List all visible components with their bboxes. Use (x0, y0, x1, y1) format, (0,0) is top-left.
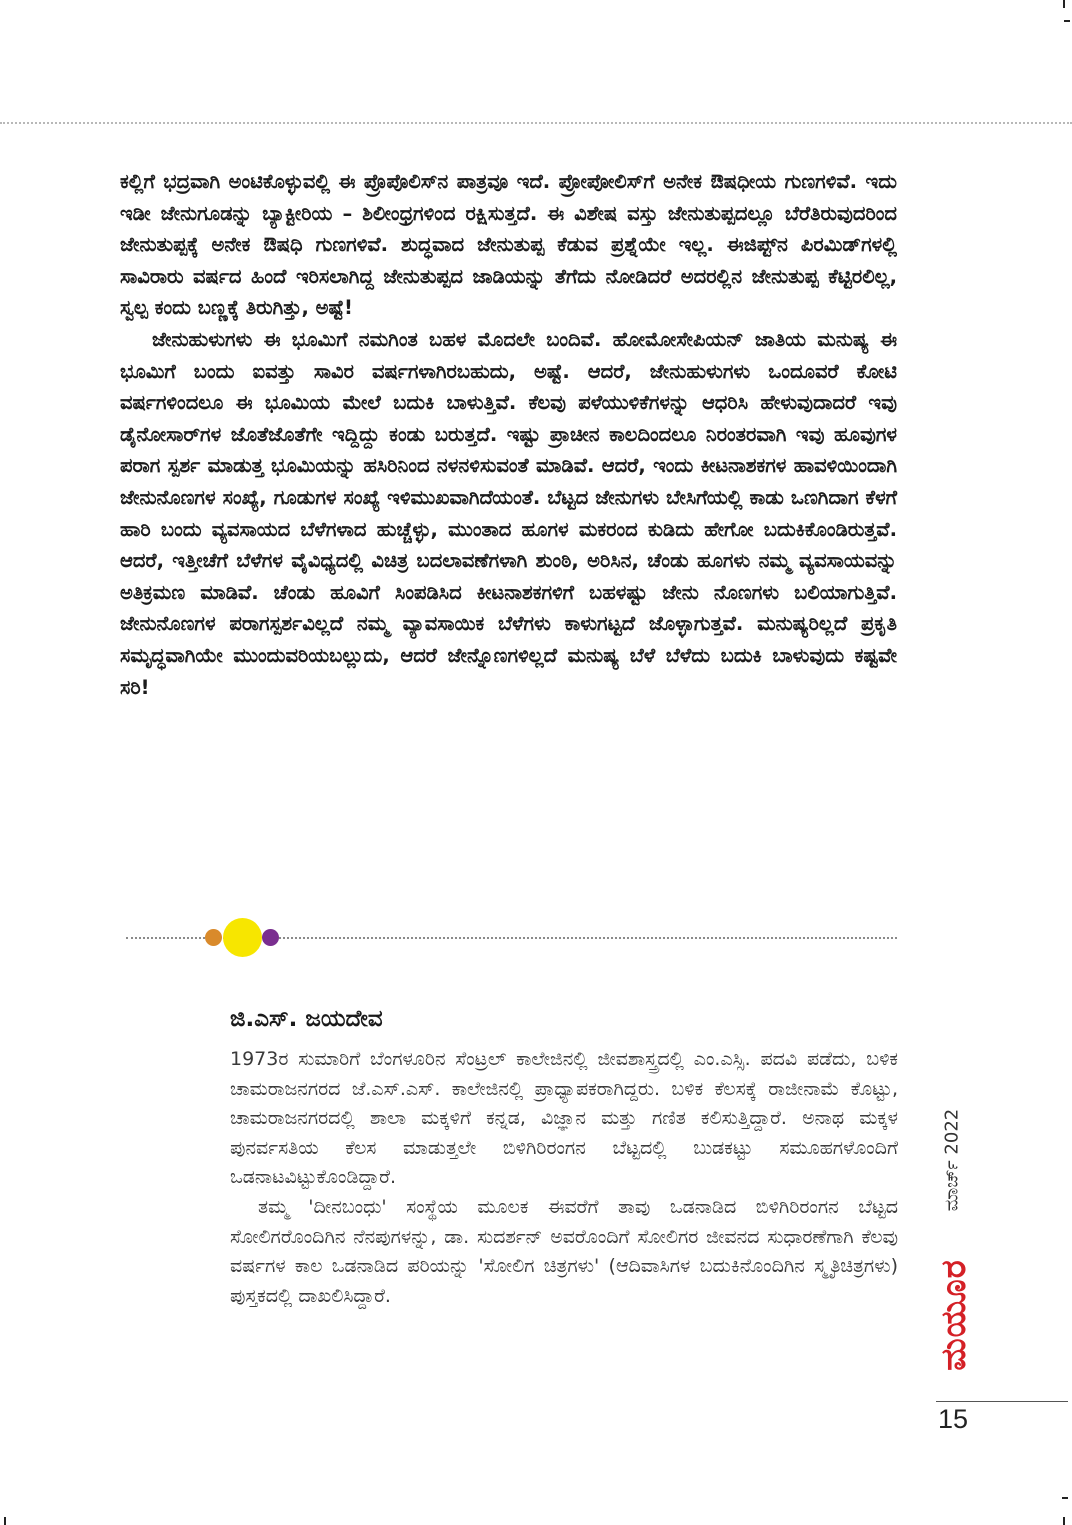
author-name: ಜಿ.ಎಸ್. ಜಯದೇವ (230, 1006, 383, 1032)
top-dotted-rule (0, 122, 1072, 124)
orange-dot-ornament (205, 929, 222, 946)
crop-mark-bottom-left (4, 1517, 6, 1525)
magazine-logo (932, 1235, 976, 1395)
issue-date-text: ಮಾರ್ಚ್ 2022 (941, 1108, 963, 1212)
article-paragraph: ಜೇನುಹುಳುಗಳು ಈ ಭೂಮಿಗೆ ನಮಗಿಂತ ಬಹಳ ಮೊದಲೇ ಬಂದಿವೆ. ಹೋಮೋಸೇಪಿಯನ್ ಜಾತಿಯ ಮನುಷ್ಯ ಈ ಭೂಮಿಗೆ ಬಂದು ಐವತ್ತು ಸಾವಿರ ವರ್ಷಗಳಾಗಿರಬಹುದು, ಅಷ್ಟೆ. ಆದರೆ, ಜೇನುಹುಳುಗಳು ಒಂದೂವರೆ ಕೋಟಿ ವರ್ಷಗಳಿಂದಲೂ ಈ ಭೂಮಿಯ ಮೇಲೆ ಬದುಕಿ ಬಾಳುತ್ತಿವೆ. ಕೆಲವು ಪಳೆಯುಳಿಕೆಗಳನ್ನು ಆಧರಿಸಿ ಹೇಳುವುದಾದರೆ ಇವು ಡೈನೋಸಾರ್‌ಗಳ ಜೊತೆಜೊತೆಗೇ ಇದ್ದಿದ್ದು ಕಂಡು ಬರುತ್ತದೆ. ಇಷ್ಟು ಪ್ರಾಚೀನ ಕಾಲದಿಂದಲೂ ನಿರಂತರವಾಗಿ ಇವು ಹೂವುಗಳ ಪರಾಗ ಸ್ಪರ್ಶ ಮಾಡುತ್ತ ಭೂಮಿಯನ್ನು ಹಸಿರಿನಿಂದ ನಳನಳಿಸುವಂತೆ ಮಾಡಿವೆ. ಆದರೆ, ಇಂದು ಕೀಟನಾಶಕಗಳ ಹಾವಳಿಯಿಂದಾಗಿ ಜೇನುನೊಣಗಳ ಸಂಖ್ಯೆ, ಗೂಡುಗಳ ಸಂಖ್ಯೆ ಇಳಿಮುಖವಾಗಿದೆಯಂತೆ. ಬೆಟ್ಟದ ಜೇನುಗಳು ಬೇಸಿಗೆಯಲ್ಲಿ ಕಾಡು ಒಣಗಿದಾಗ ಕೆಳಗೆ ಹಾರಿ ಬಂದು ವ್ಯವಸಾಯದ ಬೆಳೆಗಳಾದ ಹುಚ್ಚೆಳ್ಳು, ಮುಂತಾದ ಹೂಗಳ ಮಕರಂದ ಕುಡಿದು ಹೇಗೋ ಬದುಕಿಕೊಂಡಿರುತ್ತವೆ. ಆದರೆ, ಇತ್ತೀಚೆಗೆ ಬೆಳೆಗಳ ವೈವಿಧ್ಯದಲ್ಲಿ ವಿಚಿತ್ರ ಬದಲಾವಣೆಗಳಾಗಿ ಶುಂಠಿ, ಅರಿಸಿನ, ಚೆಂಡು ಹೂಗಳು ನಮ್ಮ ವ್ಯವಸಾಯವನ್ನು ಅತಿಕ್ರಮಣ ಮಾಡಿವೆ. ಚೆಂಡು ಹೂವಿಗೆ ಸಿಂಪಡಿಸಿದ ಕೀಟನಾಶಕಗಳಿಗೆ ಬಹಳಷ್ಟು ಜೇನು ನೊಣಗಳು ಬಲಿಯಾಗುತ್ತಿವೆ. ಜೇನುನೊಣಗಳ ಪರಾಗಸ್ಪರ್ಶವಿಲ್ಲದೆ ನಮ್ಮ ವ್ಯಾವಸಾಯಿಕ ಬೆಳೆಗಳು ಕಾಳುಗಟ್ಟದೆ ಜೊಳ್ಳಾಗುತ್ತವೆ. ಮನುಷ್ಯರಿಲ್ಲದೆ ಪ್ರಕೃತಿ ಸಮೃದ್ಧವಾಗಿಯೇ ಮುಂದುವರಿಯಬಲ್ಲುದು, ಆದರೆ ಜೇನ್ನೊಣಗಳಿಲ್ಲದೆ ಮನುಷ್ಯ ಬೆಳೆ ಬೆಳೆದು ಬದುಕಿ ಬಾಳುವುದು ಕಷ್ಟವೇ ಸರಿ! (120, 327, 897, 699)
crop-mark-bottom (1063, 1517, 1065, 1525)
author-bio (230, 1045, 898, 1311)
crop-mark-top-right (1064, 20, 1070, 22)
purple-dot-ornament (262, 929, 279, 946)
section-divider (126, 918, 897, 958)
page-number: 15 (938, 1404, 969, 1434)
page-number-rule (936, 1401, 1068, 1402)
crop-mark-bottom-right (1062, 1497, 1068, 1499)
crop-mark-top (1063, 0, 1065, 8)
bio-paragraph: 1973ರ ಸುಮಾರಿಗೆ ಬೆಂಗಳೂರಿನ ಸೆಂಟ್ರಲ್ ಕಾಲೇಜಿನಲ್ಲಿ ಜೀವಶಾಸ್ತ್ರದಲ್ಲಿ ಎಂ.ಎಸ್ಸಿ. ಪದವಿ ಪಡೆದು, ಬಳಿಕ ಚಾಮರಾಜನಗರದ ಜೆ.ಎಸ್.ಎಸ್. ಕಾಲೇಜಿನಲ್ಲಿ ಪ್ರಾಧ್ಯಾಪಕರಾಗಿದ್ದರು. ಬಳಿಕ ಕೆಲಸಕ್ಕೆ ರಾಜೀನಾಮೆ ಕೊಟ್ಟು, ಚಾಮರಾಜನಗರದಲ್ಲಿ ಶಾಲಾ ಮಕ್ಕಳಿಗೆ ಕನ್ನಡ, ವಿಜ್ಞಾನ ಮತ್ತು ಗಣಿತ ಕಲಿಸುತ್ತಿದ್ದಾರೆ. ಅನಾಥ ಮಕ್ಕಳ ಪುನರ್ವಸತಿಯ ಕೆಲಸ ಮಾಡುತ್ತಲೇ ಬಿಳಿಗಿರಿರಂಗನ ಬೆಟ್ಟದಲ್ಲಿ ಬುಡಕಟ್ಟು ಸಮೂಹಗಳೊಂದಿಗೆ ಒಡನಾಟವಿಟ್ಟುಕೊಂಡಿದ್ದಾರೆ. (230, 1048, 898, 1189)
issue-date-label (932, 1090, 972, 1230)
article-paragraph: ಕಲ್ಲಿಗೆ ಭದ್ರವಾಗಿ ಅಂಟಿಕೊಳ್ಳುವಲ್ಲಿ ಈ ಪ್ರೊಪೊಲಿಸ್‌ನ ಪಾತ್ರವೂ ಇದೆ. ಪ್ರೋಪೋಲಿಸ್‌ಗೆ ಅನೇಕ ಔಷಧೀಯ ಗುಣಗಳಿವೆ. ಇದು ಇಡೀ ಜೇನುಗೂಡನ್ನು ಬ್ಯಾಕ್ಟೀರಿಯ – ಶಿಲೀಂಧ್ರಗಳಿಂದ ರಕ್ಷಿಸುತ್ತದೆ. ಈ ವಿಶೇಷ ವಸ್ತು ಜೇನುತುಪ್ಪದಲ್ಲೂ ಬೆರೆತಿರುವುದರಿಂದ ಜೇನುತುಪ್ಪಕ್ಕೆ ಅನೇಕ ಔಷಧಿ ಗುಣಗಳಿವೆ. ಶುದ್ಧವಾದ ಜೇನುತುಪ್ಪ ಕೆಡುವ ಪ್ರಶ್ನೆಯೇ ಇಲ್ಲ. ಈಜಿಪ್ಟ್‌ನ ಪಿರಮಿಡ್‌ಗಳಲ್ಲಿ ಸಾವಿರಾರು ವರ್ಷದ ಹಿಂದೆ ಇರಿಸಲಾಗಿದ್ದ ಜೇನುತುಪ್ಪದ ಜಾಡಿಯನ್ನು ತೆಗೆದು ನೋಡಿದರೆ ಅದರಲ್ಲಿನ ಜೇನುತುಪ್ಪ ಕೆಟ್ಟಿರಲಿಲ್ಲ, ಸ್ವಲ್ಪ ಕಂದು ಬಣ್ಣಕ್ಕೆ ತಿರುಗಿತ್ತು, ಅಷ್ಟೆ! (120, 170, 897, 320)
bio-paragraph: ತಮ್ಮ 'ದೀನಬಂಧು' ಸಂಸ್ಥೆಯ ಮೂಲಕ ಈವರೆಗೆ ತಾವು ಒಡನಾಡಿದ ಬಿಳಿಗಿರಿರಂಗನ ಬೆಟ್ಟದ ಸೋಲಿಗರೊಂದಿಗಿನ ನೆನಪುಗಳನ್ನು, ಡಾ. ಸುದರ್ಶನ್ ಅವರೊಂದಿಗೆ ಸೋಲಿಗರ ಜೀವನದ ಸುಧಾರಣೆಗಾಗಿ ಕೆಲವು ವರ್ಷಗಳ ಕಾಲ ಒಡನಾಡಿದ ಪರಿಯನ್ನು 'ಸೋಲಿಗ ಚಿತ್ರಗಳು' (ಆದಿವಾಸಿಗಳ ಬದುಕಿನೊಂದಿಗಿನ ಸ್ಮೃತಿಚಿತ್ರಗಳು) ಪುಸ್ತಕದಲ್ಲಿ ದಾಖಲಿಸಿದ್ದಾರೆ. (230, 1195, 898, 1307)
magazine-logo-text: ಮಯೂರ (934, 1259, 974, 1371)
article-body (120, 166, 897, 703)
yellow-dot-ornament (223, 918, 262, 957)
